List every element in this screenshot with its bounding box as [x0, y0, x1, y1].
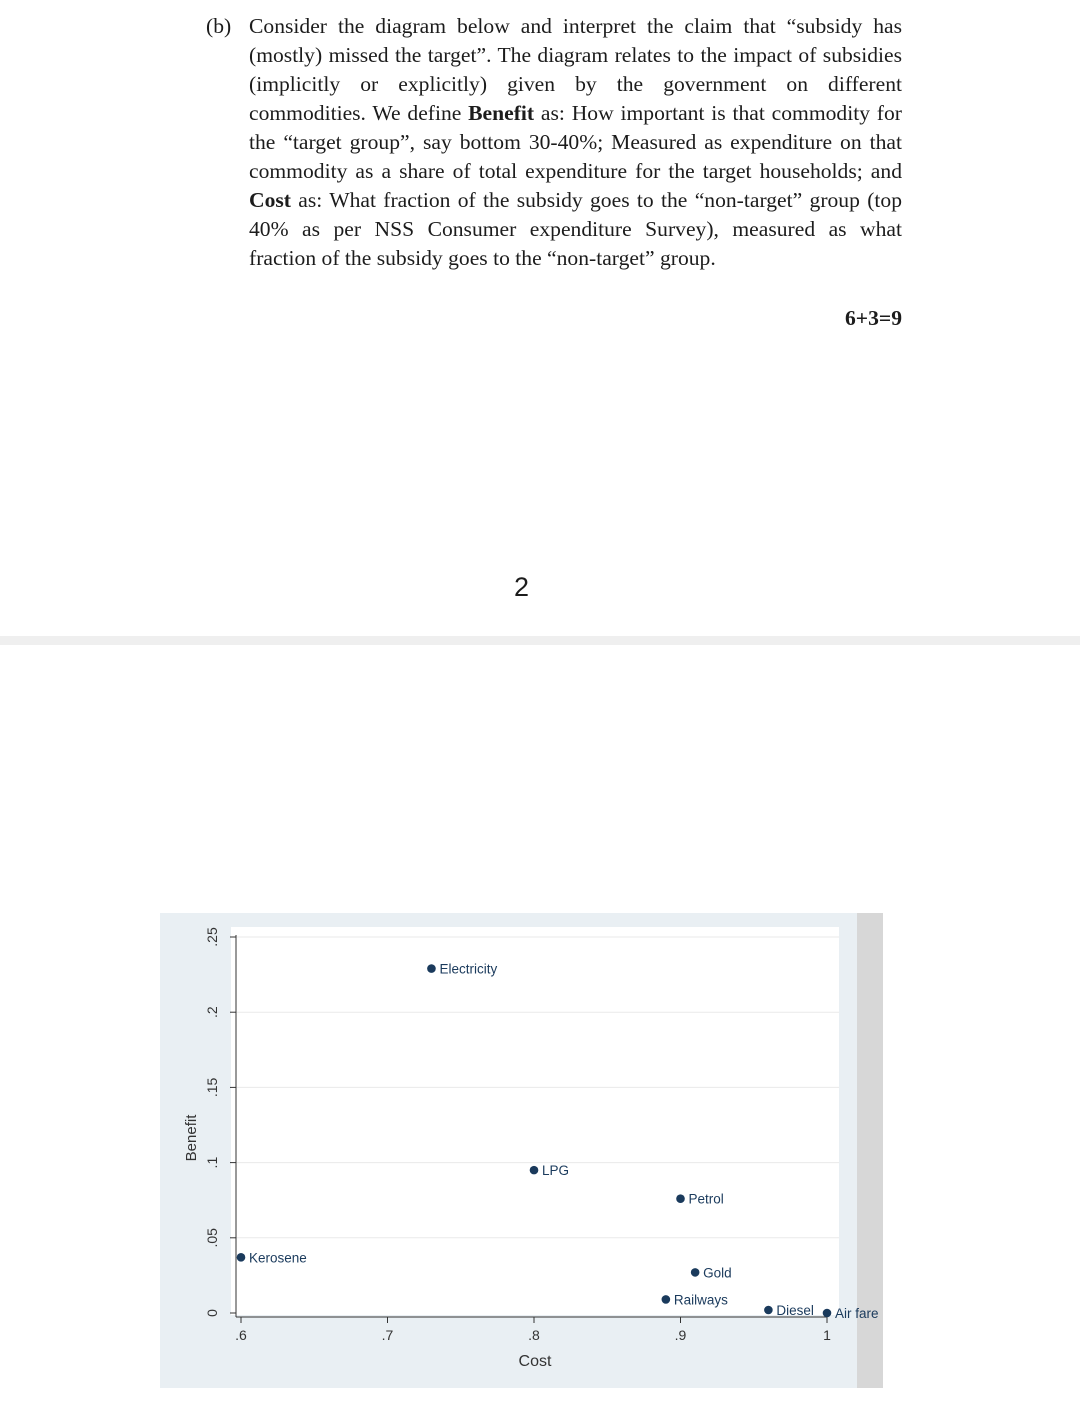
data-label: Diesel	[776, 1302, 814, 1318]
data-label: Gold	[703, 1265, 732, 1281]
y-tick-label: .1	[204, 1156, 220, 1169]
y-tick-label: .15	[204, 1077, 220, 1098]
data-point-railways	[662, 1295, 671, 1304]
y-tick-label: .05	[204, 1228, 220, 1248]
data-point-petrol	[676, 1194, 685, 1203]
y-tick-label: 0	[204, 1309, 220, 1317]
data-point-kerosene	[237, 1253, 246, 1262]
data-point-gold	[691, 1268, 700, 1277]
x-tick-label: .7	[381, 1327, 394, 1343]
x-tick-label: .8	[528, 1327, 540, 1343]
y-tick-label: .25	[204, 927, 220, 947]
data-label: Petrol	[688, 1191, 724, 1207]
question-text	[249, 12, 902, 273]
data-point-electricity	[427, 964, 436, 973]
data-label: Kerosene	[249, 1250, 307, 1266]
data-label: Electricity	[439, 961, 498, 977]
y-axis-label: Benefit	[183, 1114, 200, 1162]
plot-area	[231, 927, 839, 1315]
data-point-lpg	[530, 1166, 539, 1175]
question-marks: 6+3=9	[845, 306, 902, 330]
page-divider	[0, 636, 1080, 645]
question-marker: (b)	[206, 14, 232, 38]
page-number: 2	[513, 572, 530, 602]
x-tick-label: .6	[235, 1327, 247, 1343]
question-text-segment: Consider the diagram below and interpret the claim that “subsidy has (mostly) missed the target”. The diagram relates to the impact of subsidies (implicitly or explicitly) given by the government on different commodities. We define	[249, 14, 902, 125]
scatter-chart	[160, 913, 883, 1388]
question-text-segment: as: What fraction of the subsidy goes to the “non-target” group (top 40% as per NSS Consumer expenditure Survey), measured as what fraction of the subsidy goes to the “non-target” group.	[249, 188, 902, 270]
x-axis-label: Cost	[518, 1353, 552, 1370]
data-point-diesel	[764, 1306, 773, 1315]
question-text-segment: as: How important is that commodity for the “target group”, say bottom 30-40%; Measured as expenditure on that commodity as a share of total expenditure for the target households; and	[249, 101, 902, 183]
data-label: LPG	[542, 1163, 570, 1179]
data-label: Railways	[673, 1292, 728, 1308]
question-bold-term: Cost	[249, 188, 291, 212]
x-tick-label: .9	[674, 1327, 687, 1343]
data-label: Air fare	[835, 1306, 879, 1321]
question-bold-term: Benefit	[468, 101, 535, 125]
data-point-air-fare	[823, 1309, 832, 1318]
x-tick-label: 1	[823, 1327, 831, 1343]
y-tick-label: .2	[204, 1006, 220, 1019]
question-block	[206, 12, 906, 330]
